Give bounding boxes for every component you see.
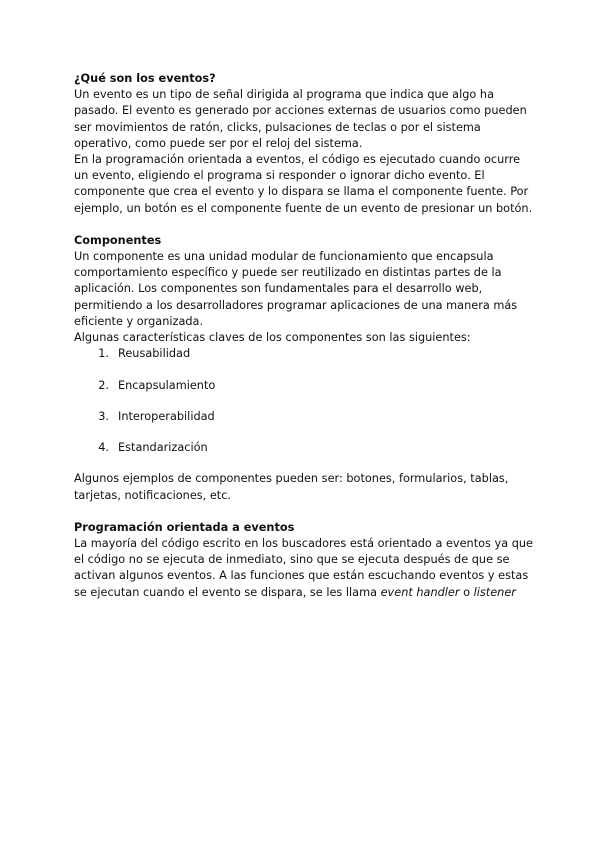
paragraph-text: La mayoría del código escrito en los buscadores está orientado a eventos ya que el código no se ejecuta de inmediato, sino que se ejecuta después de que se activan algunos eventos. A las funciones que están escuchando eventos y estas se ejecutan cuando el evento se dispara, se les llama	[74, 537, 533, 599]
term-listener: listener	[473, 585, 516, 599]
list-item-number: 2.	[98, 378, 109, 392]
list-item-text: Interoperabilidad	[118, 409, 215, 423]
paragraph-eventos-programacion: En la programación orientada a eventos, el código es ejecutado cuando ocurre un evento, eligiendo el programa si responder o ignorar dicho evento. El componente que crea el evento y lo dispara se llama el componente fuente. Por ejemplo, un botón es el componente fuente de un evento de presionar un botón.	[74, 153, 533, 215]
list-item-text: Encapsulamiento	[118, 378, 216, 392]
list-item-number: 3.	[98, 409, 109, 423]
paragraph-componentes-definition: Un componente es una unidad modular de funcionamiento que encapsula comportamiento específico y puede ser reutilizado en distintas partes de la aplicación. Los componentes son fundamentales para el desarrollo web, permitiendo a los desarrolladores programar aplicaciones de una manera más eficiente y organizada.	[74, 250, 518, 328]
section-heading-eventos: ¿Qué son los eventos?	[74, 72, 216, 85]
section-heading-componentes: Componentes	[74, 233, 162, 247]
list-item	[74, 378, 534, 409]
spacer	[74, 217, 534, 233]
term-event-handler: event handler	[380, 585, 460, 599]
spacer	[74, 504, 534, 520]
section-heading-programacion: Programación orientada a eventos	[74, 520, 295, 534]
characteristics-list	[74, 346, 534, 471]
list-item-number: 4.	[98, 441, 109, 455]
list-item-number: 1.	[98, 347, 109, 361]
paragraph-eventos-definition: Un evento es un tipo de señal dirigida al programa que indica que algo ha pasado. El evento es generado por acciones externas de usuarios como pueden ser movimientos de ratón, clicks, pulsaciones de teclas o por el sistema operativo, como puede ser por el reloj del sistema.	[74, 88, 527, 150]
paragraph-programacion-eventos	[74, 536, 534, 601]
list-item	[74, 346, 534, 377]
list-item-text: Estandarización	[118, 441, 208, 455]
list-item	[74, 440, 534, 471]
document-page	[74, 71, 534, 601]
list-item-text: Reusabilidad	[118, 347, 191, 361]
paragraph-componentes-caracteristicas: Algunas características claves de los componentes son las siguientes:	[74, 331, 471, 345]
paragraph-componentes-ejemplos: Algunos ejemplos de componentes pueden ser: botones, formularios, tablas, tarjetas, notificaciones, etc.	[74, 472, 509, 502]
paragraph-connector: o	[459, 585, 474, 599]
list-item	[74, 409, 534, 440]
